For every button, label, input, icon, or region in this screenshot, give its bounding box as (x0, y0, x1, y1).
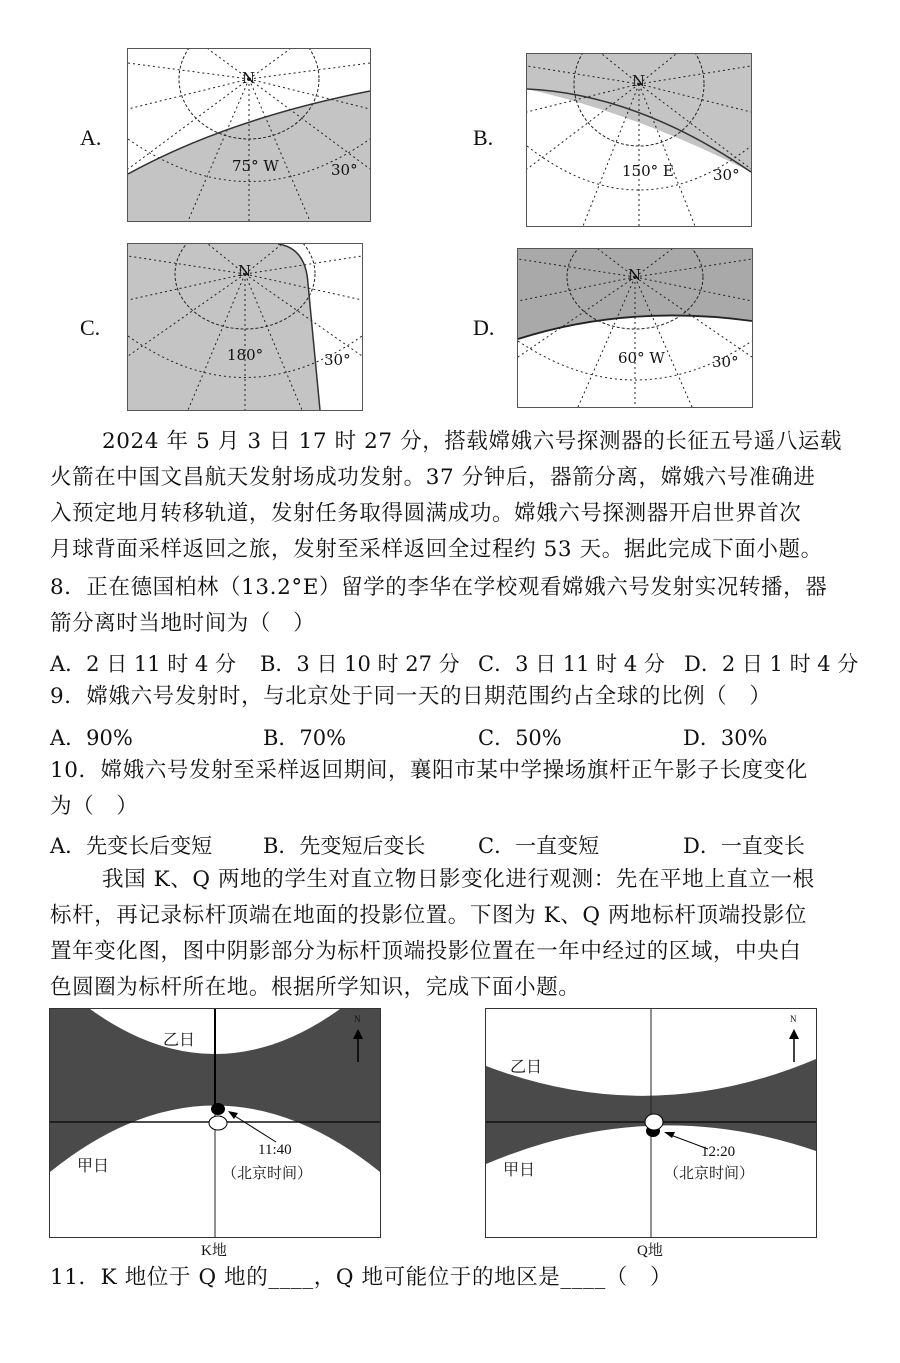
passage1-line-3: 入预定地月转移轨道，发射任务取得圆满成功。嫦娥六号探测器开启世界首次 (50, 501, 802, 526)
latitude-label: 30° (331, 161, 358, 179)
longitude-label: 150° E (622, 162, 674, 180)
day-label-top: 乙日 (510, 1057, 543, 1076)
figure-q (485, 1008, 817, 1238)
map-option-b (526, 53, 752, 227)
passage1-line-4: 月球背面采样返回之旅，发射至采样返回全过程约 53 天。据此完成下面小题。 (50, 537, 823, 562)
passage1-line-2: 火箭在中国文昌航天发射场成功发射。37 分钟后，器箭分离，嫦娥六号准确进 (50, 465, 816, 490)
pole-location-circle (645, 1114, 663, 1130)
passage2-line-4: 色圆圈为标杆所在地。根据所学知识，完成下面小题。 (50, 975, 581, 1000)
q10-stem-line-2: 为（ ） (50, 794, 139, 819)
pole-label: N (238, 262, 252, 280)
q10-option-c[interactable]: C．一直变短 (478, 834, 600, 858)
q8-option-d[interactable]: D．2 日 1 时 4 分 (684, 652, 859, 676)
figure-k-caption: K地 (201, 1243, 227, 1259)
q10-option-d[interactable]: D．一直变长 (683, 834, 805, 858)
q8-option-c[interactable]: C．3 日 11 时 4 分 (478, 652, 665, 676)
passage2-line-1: 我国 K、Q 两地的学生对直立物日影变化进行观测：先在平地上直立一根 (102, 867, 815, 892)
time-note: （北京时间） (222, 1164, 313, 1182)
latitude-label: 30° (712, 353, 739, 371)
q9-stem: 9．嫦娥六号发射时，与北京处于同一天的日期范围约占全球的比例（ ） (50, 684, 772, 709)
q9-option-c[interactable]: C．50% (478, 726, 562, 750)
day-label-top: 乙日 (163, 1030, 196, 1049)
pole-label: N (242, 69, 256, 87)
figure-k (49, 1008, 381, 1238)
map-option-letter-d: D. (473, 315, 495, 340)
q11-stem: 11．K 地位于 Q 地的____，Q 地可能位于的地区是____（ ） (50, 1265, 673, 1290)
map-option-d (517, 248, 753, 408)
shadow-tip-marker (211, 1103, 225, 1115)
pole-label: N (632, 72, 646, 90)
time-label: 11:40 (258, 1142, 292, 1158)
day-label-bottom: 甲日 (503, 1160, 536, 1179)
map-option-letter-c: C. (80, 315, 101, 340)
passage1-line-1: 2024 年 5 月 3 日 17 时 27 分，搭载嫦娥六号探测器的长征五号遥八运载 (102, 429, 843, 454)
q9-option-a[interactable]: A．90% (50, 726, 133, 750)
shadow-trace-k (50, 1009, 380, 1237)
q9-option-b[interactable]: B．70% (263, 726, 347, 750)
q8-stem-line-2: 箭分离时当地时间为（ ） (50, 611, 316, 636)
map-option-c (127, 243, 363, 411)
longitude-label: 180° (227, 346, 264, 364)
q9-option-d[interactable]: D．30% (683, 726, 768, 750)
q10-option-b[interactable]: B．先变短后变长 (263, 834, 426, 858)
figure-q-caption: Q地 (637, 1243, 663, 1259)
day-label-bottom: 甲日 (77, 1156, 110, 1175)
map-option-a (127, 48, 371, 222)
time-note: （北京时间） (664, 1164, 755, 1182)
pole-location-circle (209, 1116, 227, 1130)
pole-label: N (628, 266, 642, 284)
north-label: N (790, 1014, 797, 1024)
time-label: 12:20 (701, 1144, 736, 1160)
passage2-line-3: 置年变化图，图中阴影部分为标杆顶端投影位置在一年中经过的区域，中央白 (50, 939, 802, 964)
q10-stem-line-1: 10．嫦娥六号发射至采样返回期间，襄阳市某中学操场旗杆正午影子长度变化 (50, 758, 808, 783)
latitude-label: 30° (324, 351, 351, 369)
q10-option-a[interactable]: A．先变长后变短 (50, 834, 213, 858)
q8-option-b[interactable]: B．3 日 10 时 27 分 (260, 652, 460, 676)
longitude-label: 60° W (618, 349, 665, 367)
longitude-label: 75° W (232, 157, 279, 175)
map-option-letter-b: B. (473, 125, 494, 150)
q8-option-a[interactable]: A．2 日 11 时 4 分 (50, 652, 236, 676)
latitude-label: 30° (713, 166, 740, 184)
map-option-letter-a: A. (80, 125, 102, 150)
north-label: N (354, 1014, 361, 1024)
shadow-trace-q (486, 1009, 816, 1237)
q8-stem-line-1: 8．正在德国柏林（13.2°E）留学的李华在学校观看嫦娥六号发射实况转播，器 (50, 575, 828, 600)
passage2-line-2: 标杆，再记录标杆顶端在地面的投影位置。下图为 K、Q 两地标杆顶端投影位 (50, 903, 807, 928)
